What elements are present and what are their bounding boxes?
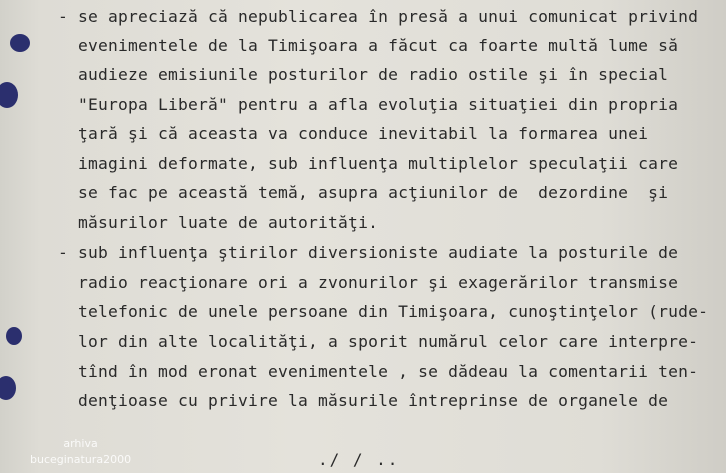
text-line: denţioase cu privire la măsurile întreprinse de organele de	[58, 391, 669, 410]
text-line: imagini deformate, sub influenţa multiplelor speculaţii care	[58, 154, 679, 173]
text-line: se fac pe această temă, asupra acţiunilor de dezordine şi	[58, 183, 669, 202]
text-line: - sub influenţa ştirilor diversioniste audiate la posturile de	[58, 243, 679, 262]
punch-hole-3	[6, 327, 22, 345]
text-line: - se apreciază că nepublicarea în presă a unui comunicat privind	[58, 7, 699, 26]
watermark-line-2: buceginatura2000	[30, 453, 132, 466]
text-line: evenimentele de la Timişoara a făcut ca foarte multă lume să	[58, 36, 679, 55]
archive-watermark	[30, 436, 131, 468]
text-line: lor din alte localităţi, a sporit numărul celor care interpre-	[58, 332, 699, 351]
text-line: radio reacţionare ori a zvonurilor şi exagerărilor transmise	[58, 273, 679, 292]
document-text	[58, 4, 726, 410]
punch-hole-4	[0, 376, 16, 400]
text-line: ţară şi că aceasta va conduce inevitabil la formarea unei	[58, 124, 649, 143]
punch-hole-2	[0, 82, 18, 108]
text-line: telefonic de unele persoane din Timişoara, cunoştinţelor (rude-	[58, 302, 709, 321]
page-continuation-marker: ./ / ..	[318, 450, 400, 469]
text-line: tînd în mod eronat evenimentele , se dădeau la comentarii ten-	[58, 362, 699, 381]
text-line: "Europa Liberă" pentru a afla evoluţia situaţiei din propria	[58, 95, 679, 114]
punch-hole-1	[10, 34, 30, 52]
text-line: măsurilor luate de autorităţi.	[58, 213, 379, 232]
text-line: audieze emisiunile posturilor de radio ostile şi în special	[58, 65, 669, 84]
watermark-line-1: arhiva	[63, 437, 98, 450]
